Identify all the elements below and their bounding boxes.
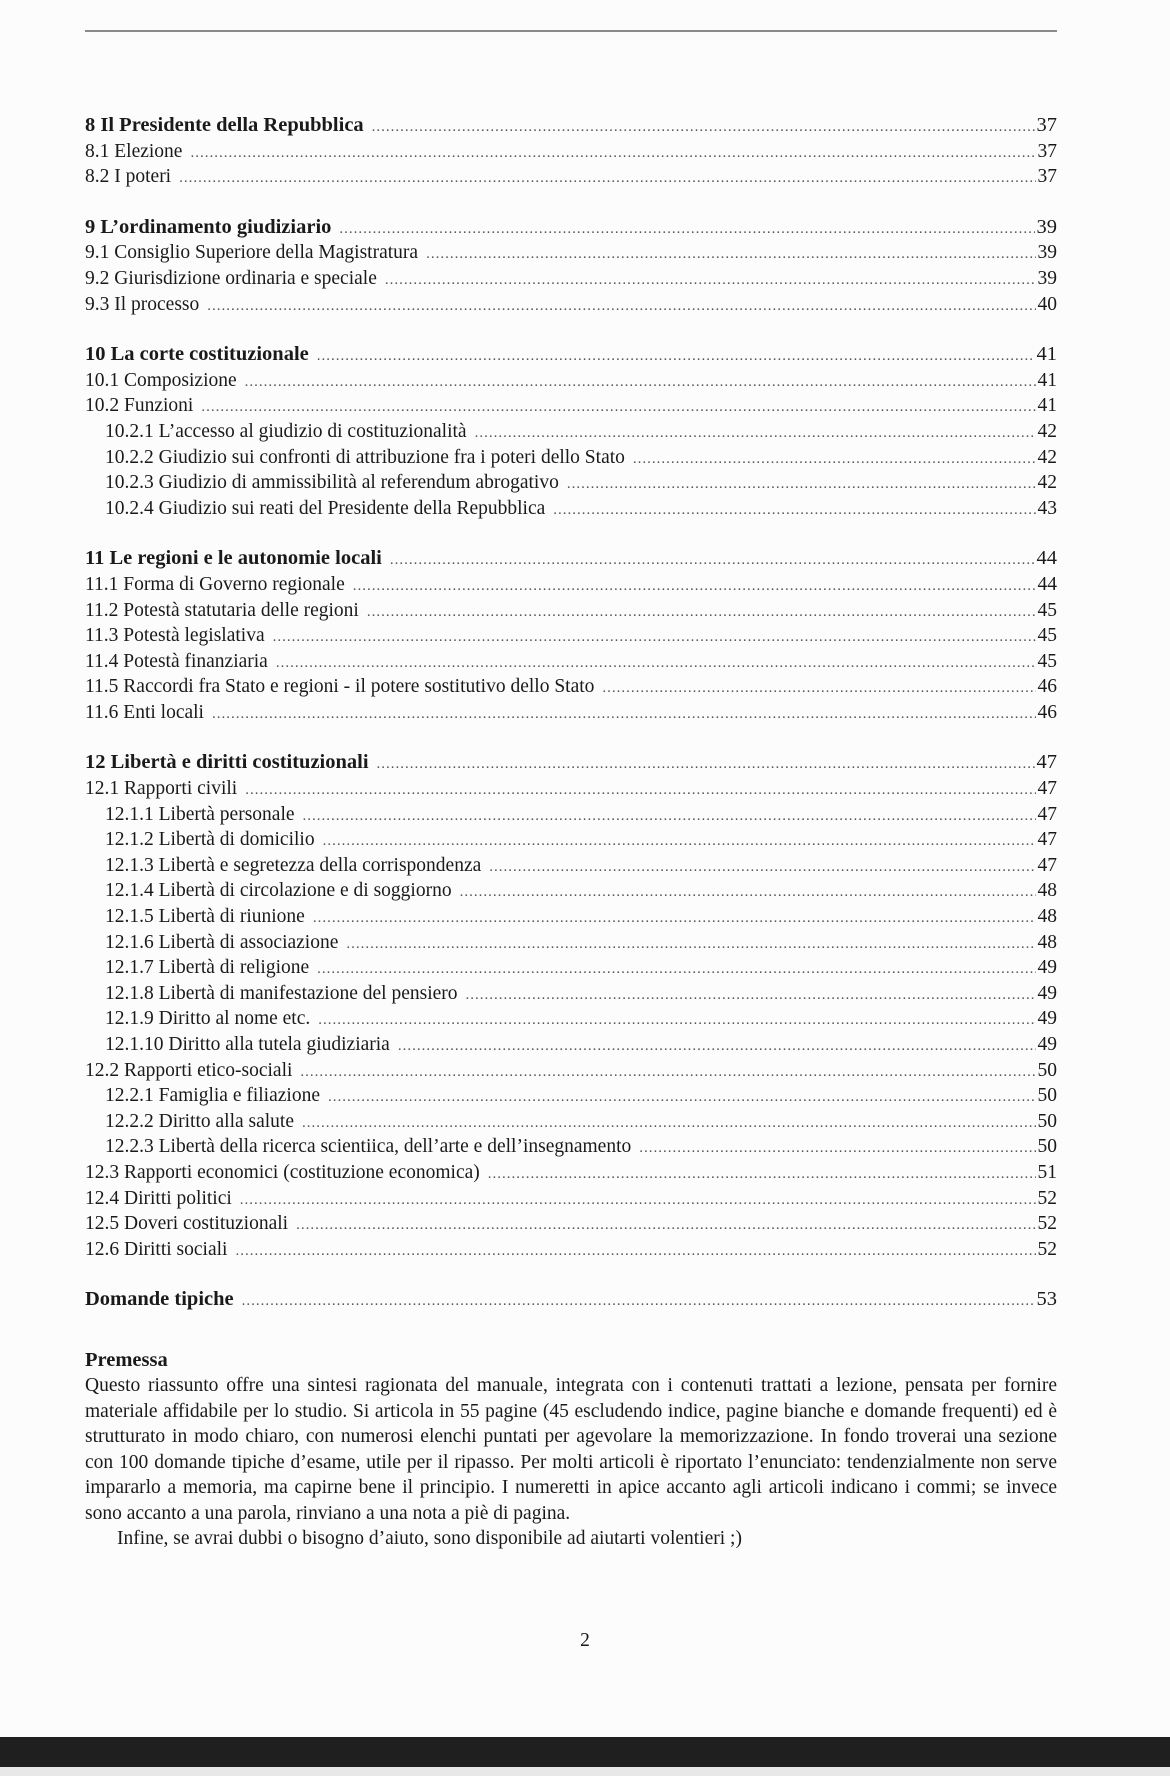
toc-chapter-entry[interactable]: [85, 1287, 1057, 1313]
toc-dot-leader: [317, 955, 1035, 983]
toc-dot-leader: [313, 904, 1036, 932]
toc-page-number: 53: [1036, 1288, 1057, 1311]
toc-section-entry[interactable]: [85, 419, 1057, 445]
toc-page-number: 42: [1037, 446, 1057, 468]
toc-section-entry[interactable]: [85, 1083, 1057, 1109]
toc-chapter-entry[interactable]: [85, 546, 1057, 572]
toc-entry-title: 12.1.2 Libertà di domicilio: [105, 829, 315, 851]
toc-page-number: 46: [1037, 701, 1057, 723]
toc-chapter-entry[interactable]: [85, 215, 1057, 241]
premessa-section: [85, 1347, 1057, 1552]
toc-section-entry[interactable]: [85, 930, 1057, 956]
toc-entry-title: 10.2.4 Giudizio sui reati del Presidente della Repubblica: [105, 497, 546, 519]
toc-entry-title: 11.4 Potestà finanziaria: [85, 650, 268, 672]
toc-section-entry[interactable]: [85, 470, 1057, 496]
toc-section-entry[interactable]: [85, 1109, 1057, 1135]
toc-page-number: 49: [1037, 1008, 1057, 1030]
toc-section-entry[interactable]: [85, 368, 1057, 394]
toc-entry-title: 12.1.7 Libertà di religione: [105, 957, 310, 979]
toc-dot-leader: [353, 572, 1036, 600]
toc-section-entry[interactable]: [85, 266, 1057, 292]
toc-page-number: 41: [1037, 395, 1057, 417]
toc-chapter-entry[interactable]: [85, 342, 1057, 368]
toc-dot-leader: [466, 981, 1036, 1009]
toc-entry-title: 12.1.10 Diritto alla tutela giudiziaria: [105, 1034, 390, 1055]
toc-page-number: 47: [1036, 751, 1057, 774]
toc-section-entry[interactable]: [85, 700, 1057, 726]
toc-page-number: 45: [1037, 599, 1057, 621]
toc-page-number: 50: [1037, 1085, 1057, 1107]
toc-section-entry[interactable]: [85, 1032, 1057, 1058]
toc-page-number: 48: [1037, 880, 1057, 902]
toc-dot-leader: [207, 292, 1035, 320]
toc-page-number: 41: [1036, 343, 1057, 366]
toc-section-entry[interactable]: [85, 649, 1057, 675]
toc-dot-leader: [302, 1109, 1035, 1137]
toc-entry-title: 12.6 Diritti sociali: [85, 1238, 228, 1260]
toc-entry-title: 12.1.3 Libertà e segretezza della corrispondenza: [105, 854, 482, 876]
toc-entry-title: 11.3 Potestà legislativa: [85, 625, 265, 647]
toc-page-number: 52: [1037, 1187, 1057, 1209]
viewer-bottom-bar: [0, 1737, 1170, 1767]
toc-dot-leader: [475, 419, 1036, 447]
toc-section-entry[interactable]: [85, 853, 1057, 879]
toc-chapter-group: [85, 113, 1057, 190]
toc-section-entry[interactable]: [85, 827, 1057, 853]
toc-page-number: 39: [1037, 242, 1057, 264]
toc-dot-leader: [276, 649, 1036, 677]
toc-section-entry[interactable]: [85, 240, 1057, 266]
toc-entry-title: 12.5 Doveri costituzionali: [85, 1213, 289, 1235]
toc-dot-leader: [553, 496, 1035, 524]
toc-entry-title: 9.1 Consiglio Superiore della Magistratura: [85, 242, 419, 264]
toc-page-number: 47: [1037, 829, 1057, 851]
toc-page-number: 46: [1037, 676, 1057, 698]
toc-dot-leader: [602, 674, 1035, 702]
toc-dot-leader: [339, 215, 1034, 243]
toc-entry-title: 12.4 Diritti politici: [85, 1187, 232, 1209]
toc-section-entry[interactable]: [85, 1160, 1057, 1186]
premessa-paragraph-1: Questo riassunto offre una sintesi ragionata del manuale, integrata con i contenuti trattati a lezione, pensata per fornire materiale affidabile per lo studio. Si articola in 55 pagine (45 escludendo indice, pagine bianche e domande frequenti) ed è strutturato in modo chiaro, con numerosi elenchi puntati per agevolare la memorizzazione. In fondo troverai una sezione con 100 domande tipiche d’esame, utile per il ripasso. Per molti articoli è riportato l’enunciato: tendenzialmente non serve impararlo a memoria, ma capirne bene il principio. I numeretti in apice accanto agli articoli indicano i commi; se invece sono accanto a una parola, rinviano a una nota a piè di pagina.: [85, 1375, 1057, 1524]
toc-chapter-group: [85, 750, 1057, 1262]
toc-page-number: 49: [1037, 957, 1057, 979]
toc-entry-title: 12.2.1 Famiglia e filiazione: [105, 1085, 320, 1107]
toc-dot-leader: [367, 598, 1036, 626]
toc-dot-leader: [567, 470, 1036, 498]
toc-entry-title: 9.3 Il processo: [85, 293, 200, 315]
premessa-heading: Premessa: [85, 1349, 168, 1371]
toc-section-entry[interactable]: [85, 139, 1057, 165]
toc-page-number: 52: [1037, 1213, 1057, 1235]
toc-entry-title: 9.2 Giurisdizione ordinaria e speciale: [85, 267, 377, 289]
toc-dot-leader: [633, 445, 1036, 473]
toc-dot-leader: [639, 1134, 1035, 1162]
toc-page-number: 44: [1036, 547, 1057, 570]
toc-entry-title: 11.5 Raccordi fra Stato e regioni - il potere sostitutivo dello Stato: [85, 676, 595, 698]
toc-dot-leader: [296, 1211, 1035, 1239]
toc-dot-leader: [235, 1237, 1035, 1265]
toc-page-number: 42: [1037, 420, 1057, 442]
toc-entry-title: 11 Le regioni e le autonomie locali: [85, 547, 382, 570]
toc-page-number: 50: [1037, 1136, 1057, 1158]
toc-dot-leader: [398, 1032, 1036, 1060]
toc-page-number: 39: [1036, 215, 1057, 238]
toc-chapter-group: [85, 342, 1057, 521]
toc-section-entry[interactable]: [85, 674, 1057, 700]
toc-entry-title: 11.6 Enti locali: [85, 701, 204, 723]
toc-dot-leader: [179, 164, 1035, 192]
toc-page-number: 50: [1037, 1059, 1057, 1081]
toc-section-entry[interactable]: [85, 445, 1057, 471]
toc-entry-title: 8.2 I poteri: [85, 166, 172, 188]
toc-page-number: 47: [1037, 778, 1057, 800]
toc-section-entry[interactable]: [85, 393, 1057, 419]
toc-page-number: 50: [1037, 1110, 1057, 1132]
toc-chapter-group: [85, 1287, 1057, 1313]
toc-dot-leader: [377, 750, 1035, 778]
toc-entry-title: 11.2 Potestà statutaria delle regioni: [85, 599, 359, 621]
toc-entry-title: 12.1.9 Diritto al nome etc.: [105, 1008, 311, 1030]
toc-dot-leader: [426, 240, 1035, 268]
toc-dot-leader: [201, 393, 1035, 421]
toc-dot-leader: [190, 139, 1035, 167]
toc-dot-leader: [328, 1083, 1036, 1111]
toc-section-entry[interactable]: [85, 1134, 1057, 1160]
toc-dot-leader: [240, 1186, 1036, 1214]
toc-entry-title: 12.1.4 Libertà di circolazione e di soggiorno: [105, 880, 452, 902]
toc-entry-title: 12.2 Rapporti etico-sociali: [85, 1059, 293, 1081]
toc-entry-title: 8 Il Presidente della Repubblica: [85, 114, 364, 136]
toc-dot-leader: [489, 853, 1035, 881]
toc-section-entry[interactable]: [85, 496, 1057, 522]
toc-entry-title: Domande tipiche: [85, 1288, 234, 1311]
toc-dot-leader: [390, 546, 1035, 574]
toc-section-entry[interactable]: [85, 878, 1057, 904]
toc-section-entry[interactable]: [85, 164, 1057, 190]
toc-page-number: 51: [1037, 1161, 1057, 1183]
toc-entry-title: 12 Libertà e diritti costituzionali: [85, 751, 369, 774]
toc-page-number: 48: [1037, 906, 1057, 928]
toc-dot-leader: [273, 623, 1036, 651]
toc-dot-leader: [385, 266, 1036, 294]
table-of-contents: [85, 113, 1057, 1338]
toc-page-number: 37: [1036, 114, 1057, 136]
toc-page-number: 45: [1037, 650, 1057, 672]
toc-entry-title: 11.1 Forma di Governo regionale: [85, 573, 345, 595]
toc-page-number: 47: [1037, 803, 1057, 825]
toc-chapter-group: [85, 215, 1057, 317]
toc-page-number: 48: [1037, 931, 1057, 953]
toc-page-number: 42: [1037, 472, 1057, 494]
toc-entry-title: 12.1.6 Libertà di associazione: [105, 931, 339, 953]
toc-dot-leader: [245, 368, 1036, 396]
toc-entry-title: 10.2.2 Giudizio sui confronti di attribuzione fra i poteri dello Stato: [105, 446, 625, 468]
premessa-paragraph-2: Infine, se avrai dubbi o bisogno d’aiuto, sono disponibile ad aiutarti volentieri ;): [117, 1528, 742, 1549]
toc-page-number: 44: [1037, 573, 1057, 595]
toc-dot-leader: [488, 1160, 1036, 1188]
toc-page-number: 52: [1037, 1238, 1057, 1260]
toc-page-number: 40: [1037, 293, 1057, 315]
toc-section-entry[interactable]: [85, 1186, 1057, 1212]
toc-page-number: 43: [1037, 497, 1057, 519]
toc-section-entry[interactable]: [85, 904, 1057, 930]
toc-page-number: 41: [1037, 369, 1057, 391]
toc-dot-leader: [323, 827, 1036, 855]
toc-dot-leader: [460, 878, 1036, 906]
toc-section-entry[interactable]: [85, 1211, 1057, 1237]
toc-entry-title: 12.2.2 Diritto alla salute: [105, 1110, 295, 1132]
toc-section-entry[interactable]: [85, 1058, 1057, 1084]
toc-section-entry[interactable]: [85, 623, 1057, 649]
toc-entry-title: 10.2.1 L’accesso al giudizio di costituzionalità: [105, 420, 467, 442]
toc-chapter-entry[interactable]: [85, 750, 1057, 776]
toc-entry-title: 8.1 Elezione: [85, 140, 183, 162]
toc-dot-leader: [372, 113, 1035, 141]
toc-entry-title: 10.2.3 Giudizio di ammissibilità al referendum abrogativo: [105, 472, 559, 494]
toc-dot-leader: [242, 1287, 1035, 1315]
toc-entry-title: 12.3 Rapporti economici (costituzione economica): [85, 1161, 480, 1183]
toc-entry-title: 9 L’ordinamento giudiziario: [85, 215, 332, 238]
toc-entry-title: 12.1 Rapporti civili: [85, 778, 238, 800]
toc-entry-title: 12.1.5 Libertà di riunione: [105, 906, 305, 928]
toc-page-number: 49: [1037, 982, 1057, 1004]
toc-entry-title: 12.2.3 Libertà della ricerca scientiica, dell’arte e dell’insegnamento: [105, 1136, 632, 1158]
toc-section-entry[interactable]: [85, 955, 1057, 981]
header-rule: [85, 30, 1057, 32]
toc-page-number: 45: [1037, 625, 1057, 647]
toc-dot-leader: [318, 1006, 1035, 1034]
toc-entry-title: 12.1.8 Libertà di manifestazione del pensiero: [105, 982, 458, 1004]
toc-page-number: 47: [1037, 854, 1057, 876]
page-number: 2: [580, 1630, 590, 1651]
toc-page-number: 49: [1037, 1034, 1057, 1055]
toc-section-entry[interactable]: [85, 292, 1057, 318]
toc-chapter-group: [85, 546, 1057, 725]
toc-dot-leader: [300, 1058, 1035, 1086]
toc-section-entry[interactable]: [85, 981, 1057, 1007]
toc-dot-leader: [212, 700, 1036, 728]
toc-section-entry[interactable]: [85, 1237, 1057, 1263]
toc-section-entry[interactable]: [85, 598, 1057, 624]
viewer-bottom-strip: [0, 1767, 1170, 1776]
toc-section-entry[interactable]: [85, 776, 1057, 802]
toc-section-entry[interactable]: [85, 1006, 1057, 1032]
toc-dot-leader: [245, 776, 1035, 804]
toc-section-entry[interactable]: [85, 572, 1057, 598]
toc-section-entry[interactable]: [85, 802, 1057, 828]
toc-entry-title: 10.2 Funzioni: [85, 395, 194, 417]
toc-entry-title: 12.1.1 Libertà personale: [105, 803, 295, 825]
toc-page-number: 39: [1037, 267, 1057, 289]
toc-page-number: 37: [1037, 140, 1057, 162]
toc-page-number: 37: [1037, 166, 1057, 188]
toc-chapter-entry[interactable]: [85, 113, 1057, 139]
toc-dot-leader: [303, 802, 1036, 830]
toc-entry-title: 10 La corte costituzionale: [85, 343, 309, 366]
toc-dot-leader: [346, 930, 1035, 958]
toc-dot-leader: [317, 342, 1035, 370]
toc-entry-title: 10.1 Composizione: [85, 369, 237, 391]
